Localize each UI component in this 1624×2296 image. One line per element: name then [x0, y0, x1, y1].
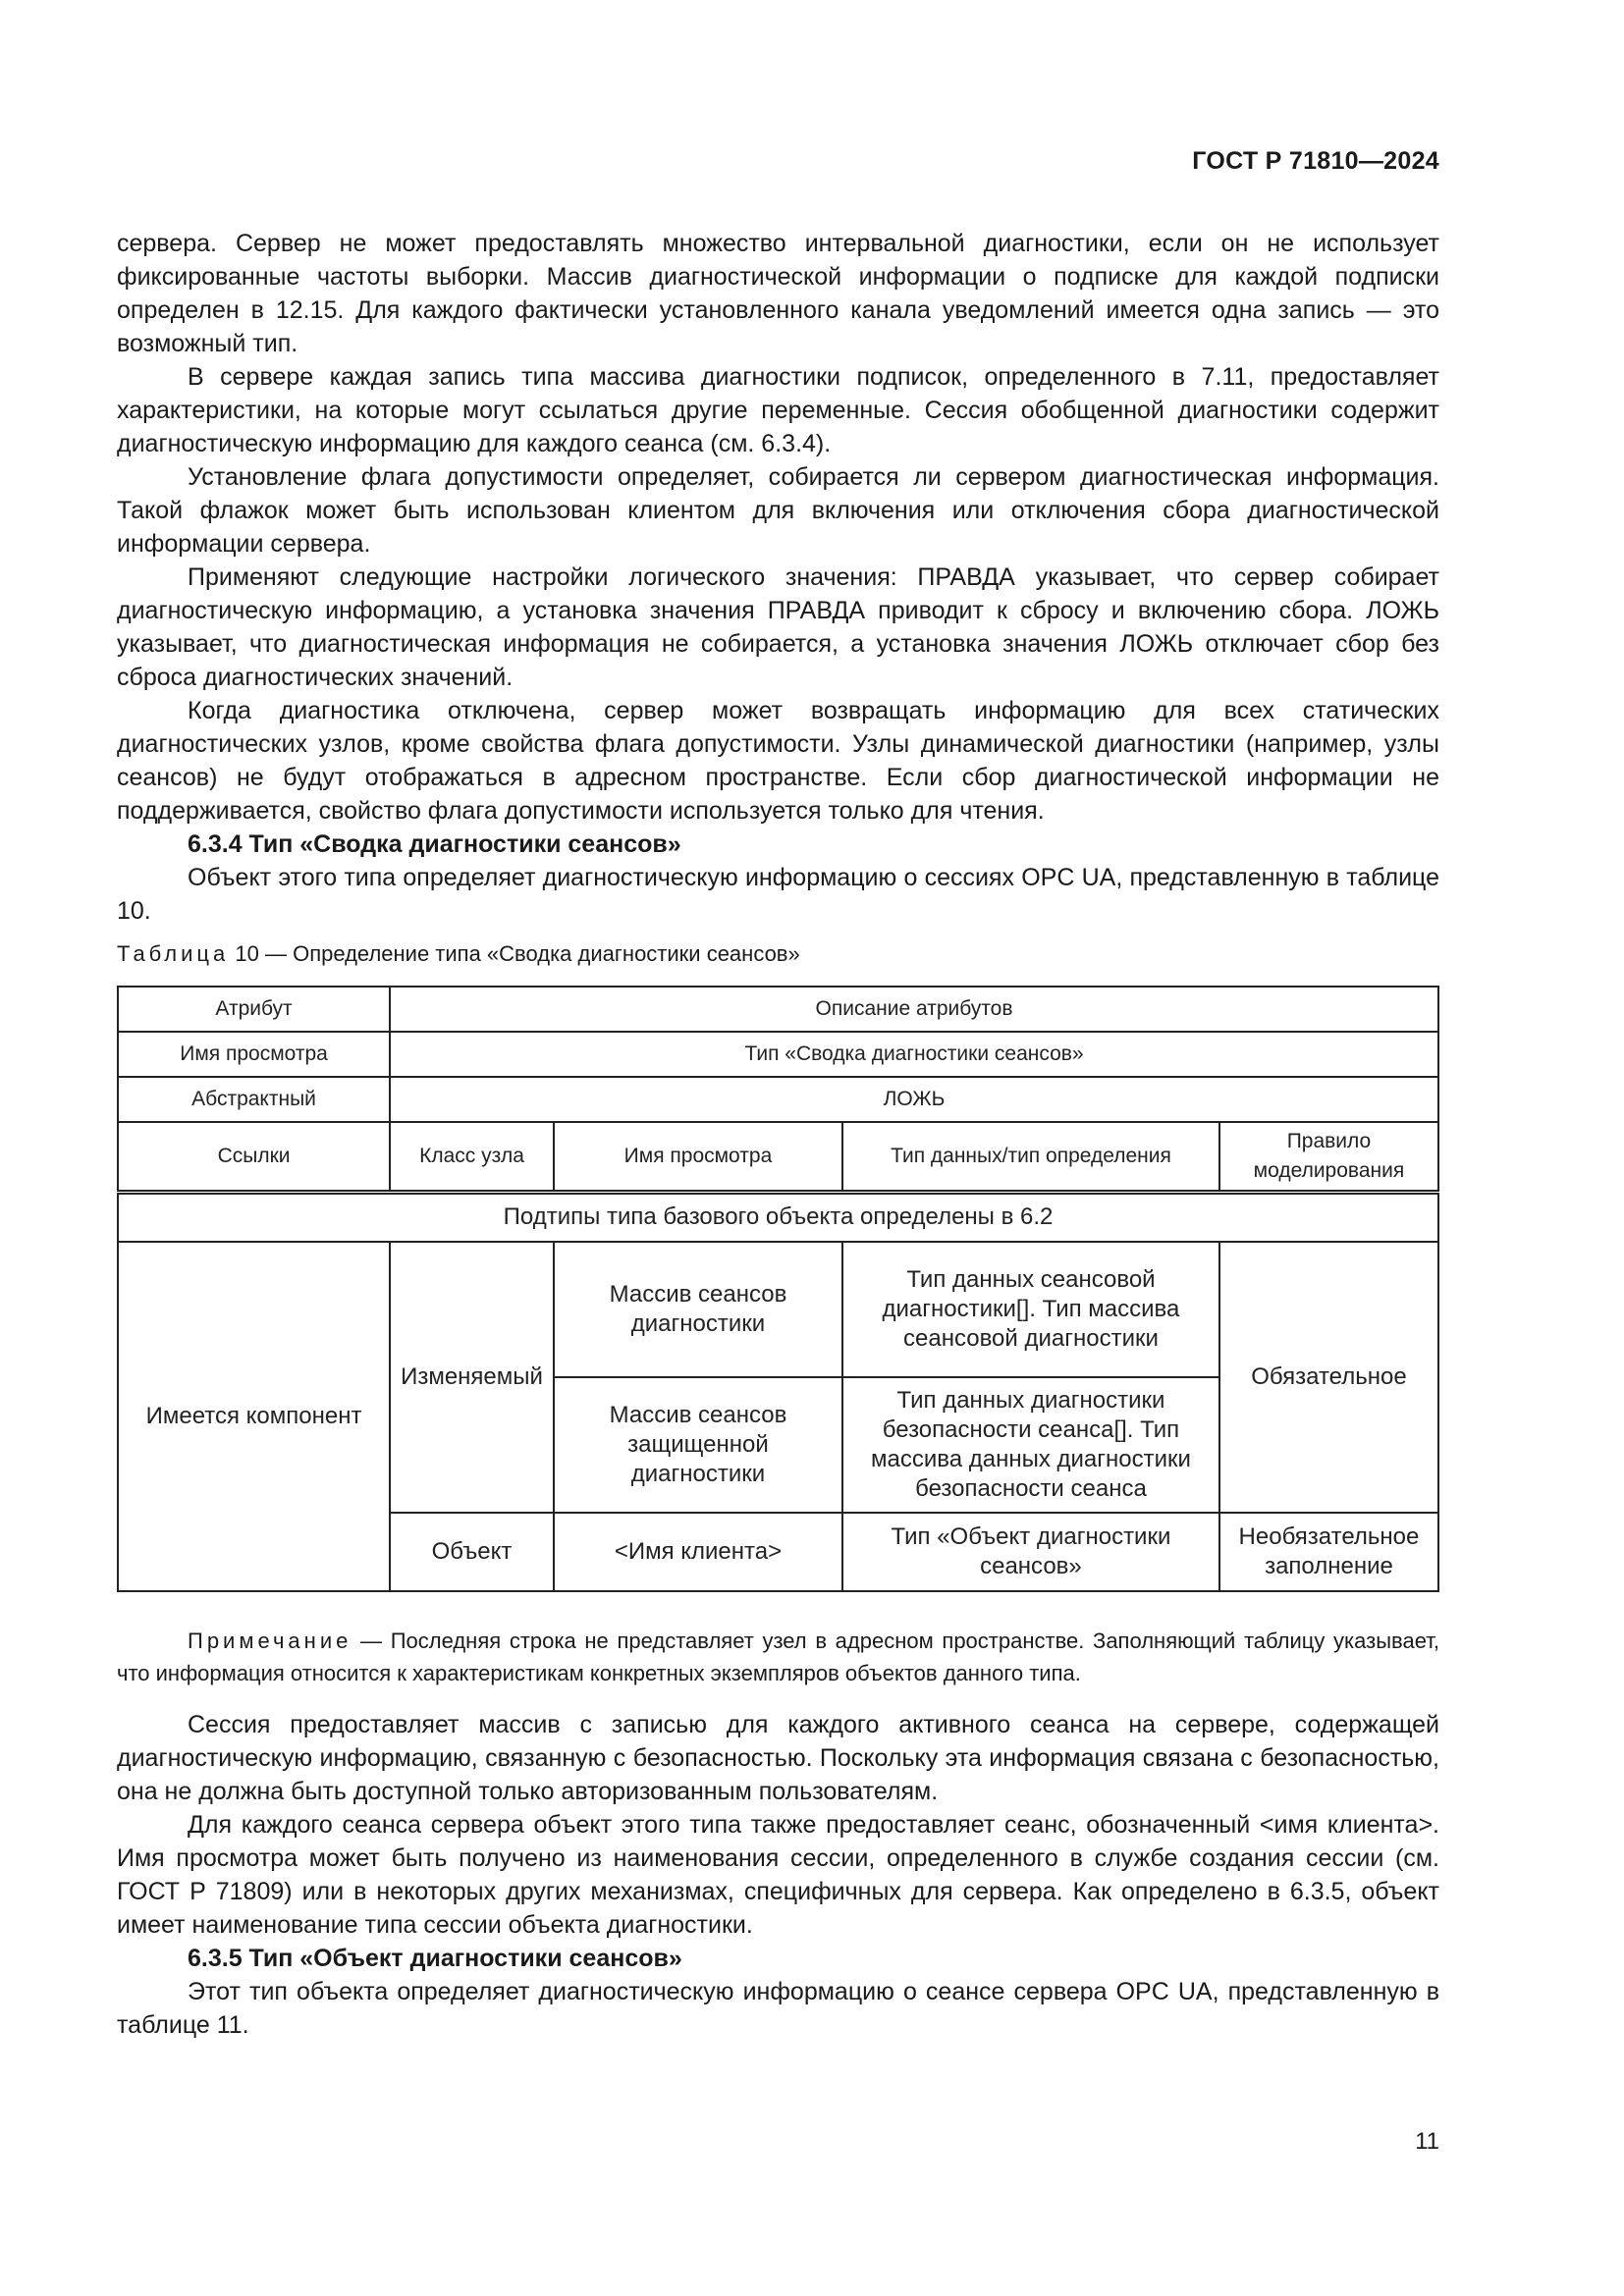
paragraph: Этот тип объекта определяет диагностическую информацию о сеансе сервера OPC UA, представленную в таблице 11. [117, 1978, 1439, 2039]
table-cell: Описание атрибутов [390, 987, 1438, 1032]
paragraph: Для каждого сеанса сервера объект этого типа также предоставляет сеанс, обозначенный <имя клиента>. Имя просмотра может быть получено из наименования сессии, определенного в службе создания сессии (см. ГОСТ Р 71809) или в некоторых других механизмах, специфичных для сервера. Как определено в 6.3.5, объект имеет наименование типа сессии объекта диагностики. [117, 1811, 1439, 1939]
table-cell: <Имя клиента> [554, 1513, 842, 1591]
page-number: 11 [1415, 2128, 1439, 2155]
column-header: Имя просмотра [554, 1122, 842, 1193]
type-definition-table [117, 986, 1439, 1592]
table-cell: Подтипы типа базового объекта определены в 6.2 [118, 1193, 1438, 1242]
table-cell: Изменяемый [390, 1242, 554, 1513]
table-cell: Тип «Объект диагностики сеансов» [842, 1513, 1219, 1591]
paragraph: Объект этого типа определяет диагностическую информацию о сессиях OPC UA, представленную в таблице 10. [117, 864, 1439, 925]
table-cell: Массив сеансов защищенной диагностики [554, 1377, 842, 1513]
table-cell: Абстрактный [118, 1077, 390, 1122]
table-cell: Необязательное заполнение [1219, 1513, 1438, 1591]
paragraph: Когда диагностика отключена, сервер может возвращать информацию для всех статических диагностических узлов, кроме свойства флага допустимости. Узлы динамической диагностики (например, узлы сеансов) не будут отображаться в адресном пространстве. Если сбор диагностической информации не поддерживается, свойство флага допустимости используется только для чтения. [117, 697, 1439, 825]
table-cell: Тип данных сеансовой диагностики[]. Тип массива сеансовой диагностики [842, 1242, 1219, 1377]
table-cell: Имя просмотра [118, 1032, 390, 1077]
paragraph: Сессия предоставляет массив с записью для каждого активного сеанса на сервере, содержащей диагностическую информацию, связанную с безопасностью. Поскольку эта информация связана с безопасностью, она не должна быть доступной только авторизованным пользователям. [117, 1711, 1439, 1805]
table-caption-text: 10 — Определение типа «Сводка диагностики сеансов» [235, 941, 800, 966]
column-header: Ссылки [118, 1122, 390, 1193]
note-text: — Последняя строка не представляет узел в адресном пространстве. Заполняющий таблицу указывает, что информация относится к характеристикам конкретных экземпляров объектов данного типа. [117, 1629, 1439, 1685]
table-caption [117, 941, 800, 967]
table-cell: Имеется компонент [118, 1242, 390, 1591]
table-cell: Объект [390, 1513, 554, 1591]
paragraph: В сервере каждая запись типа массива диагностики подписок, определенного в 7.11, предоставляет характеристики, на которые могут ссылаться другие переменные. Сессия обобщенной диагностики содержит диагностическую информацию для каждого сеанса (см. 6.3.4). [117, 363, 1439, 457]
table-cell: Массив сеансов диагностики [554, 1242, 842, 1377]
table-cell: ЛОЖЬ [390, 1077, 1438, 1122]
column-header: Правило моделирования [1219, 1122, 1438, 1193]
section-6-3-3-continued [117, 227, 1439, 928]
paragraph: сервера. Сервер не может предоставлять множество интервальной диагностики, если он не использует фиксированные частоты выборки. Массив диагностической информации о подписке для каждой подписки определен в 12.15. Для каждого фактически установленного канала уведомлений имеется одна запись — это возможный тип. [117, 230, 1439, 357]
paragraph: Установление флага допустимости определяет, собирается ли сервером диагностическая информация. Такой флажок может быть использован клиентом для включения или отключения сбора диагностической информации сервера. [117, 463, 1439, 558]
table-cell: Обязательное [1219, 1242, 1438, 1513]
column-header: Тип данных/тип определения [842, 1122, 1219, 1193]
document-header: ГОСТ Р 71810—2024 [1192, 147, 1439, 175]
table-cell: Тип данных диагностики безопасности сеанса[]. Тип массива данных диагностики безопасности сеанса [842, 1377, 1219, 1513]
note-label: Примечание [188, 1629, 352, 1653]
paragraph: Применяют следующие настройки логического значения: ПРАВДА указывает, что сервер собирает диагностическую информацию, а установка значения ПРАВДА приводит к сбросу и включению сбора. ЛОЖЬ указывает, что диагностическая информация не собирается, а установка значения ЛОЖЬ отключает сбор без сброса диагностических значений. [117, 563, 1439, 691]
table-cell: Атрибут [118, 987, 390, 1032]
table-cell: Тип «Сводка диагностики сеансов» [390, 1032, 1438, 1077]
section-heading-6-3-5: 6.3.5 Тип «Объект диагностики сеансов» [188, 1945, 682, 1972]
section-6-3-4-continued [117, 1708, 1439, 2042]
section-heading-6-3-4: 6.3.4 Тип «Сводка диагностики сеансов» [188, 830, 681, 858]
table-caption-label: Таблица [117, 941, 230, 966]
table-note [117, 1625, 1439, 1689]
column-header: Класс узла [390, 1122, 554, 1193]
